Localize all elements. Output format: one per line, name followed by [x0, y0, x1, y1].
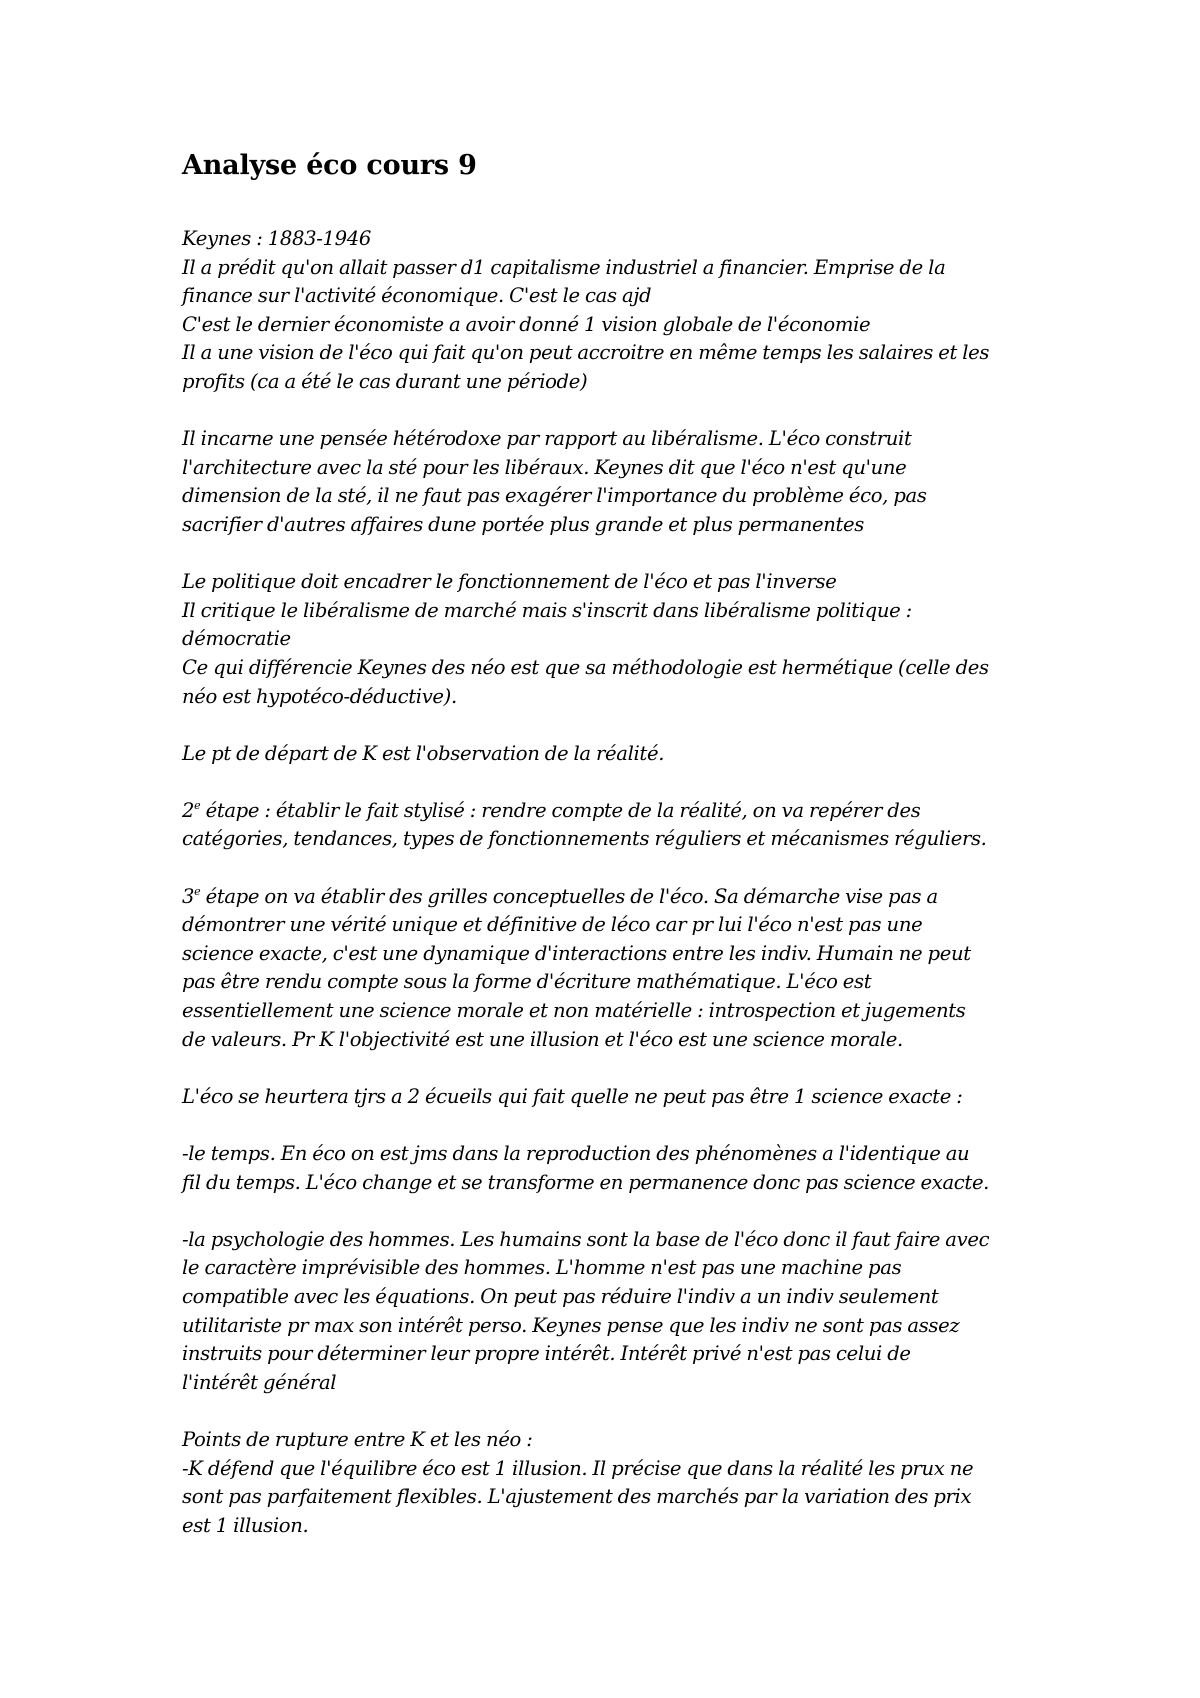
page-title: Analyse éco cours 9: [182, 150, 477, 181]
text-line: Ce qui différencie Keynes des néo est que sa méthodologie est hermétique (celle des: [182, 655, 989, 679]
text-line: Il incarne une pensée hétérodoxe par rapport au libéralisme. L'éco construit: [182, 427, 912, 451]
paragraph: [182, 740, 1042, 769]
text-line: Points de rupture entre K et les néo :: [182, 1427, 533, 1451]
text-line: Il a une vision de l'éco qui fait qu'on peut accroitre en même temps les salaires et les: [182, 341, 990, 365]
text-line: -le temps. En éco on est jms dans la reproduction des phénomènes a l'identique au: [182, 1142, 970, 1165]
text-line: -la psychologie des hommes. Les humains sont la base de l'éco donc il faut faire avec: [182, 1227, 990, 1251]
text-line: compatible avec les équations. On peut pas réduire l'indiv a un indiv seulement: [182, 1284, 939, 1308]
text-line: Le pt de départ de K est l'observation de la réalité.: [182, 741, 665, 765]
document-body: [182, 148, 1042, 1569]
paragraph: [182, 797, 1042, 854]
text-line: l'architecture avec la sté pour les libéraux. Keynes dit que l'éco n'est qu'une: [182, 455, 907, 479]
text-line: sont pas parfaitement flexibles. L'ajustement des marchés par la variation des prix: [182, 1485, 972, 1509]
text-line: Keynes : 1883-1946: [182, 227, 371, 250]
text-line: 2e étape : établir le fait stylisé : rendre compte de la réalité, on va repérer des: [182, 798, 921, 822]
text-line: L'éco se heurtera tjrs a 2 écueils qui fait quelle ne peut pas être 1 science exacte :: [182, 1084, 963, 1108]
text-line: catégories, tendances, types de fonctionnements réguliers et mécanismes réguliers.: [182, 827, 987, 851]
text-line: instruits pour déterminer leur propre intérêt. Intérêt privé n'est pas celui de: [182, 1342, 911, 1366]
text-line: -K défend que l'équilibre éco est 1 illusion. Il précise que dans la réalité les prux ne: [182, 1456, 974, 1480]
text-line: le caractère imprévisible des hommes. L'homme n'est pas une machine pas: [182, 1256, 902, 1280]
text-line: Le politique doit encadrer le fonctionnement de l'éco et pas l'inverse: [182, 570, 837, 594]
text-line: profits (ca a été le cas durant une période): [182, 369, 588, 393]
text-line: pas être rendu compte sous la forme d'écriture mathématique. L'éco est: [182, 970, 872, 994]
text-line: démocratie: [182, 627, 291, 651]
text-line: science exacte, c'est une dynamique d'interactions entre les indiv. Humain ne peut: [182, 941, 971, 965]
text-line: sacrifier d'autres affaires dune portée plus grande et plus permanentes: [182, 512, 864, 536]
text-line: C'est le dernier économiste a avoir donné 1 vision globale de l'économie: [182, 312, 871, 336]
paragraph: [182, 1083, 1042, 1112]
text-line: dimension de la sté, il ne faut pas exagérer l'importance du problème éco, pas: [182, 484, 927, 508]
text-line: utilitariste pr max son intérêt perso. Keynes pense que les indiv ne sont pas assez: [182, 1313, 960, 1337]
text-line: l'intérêt général: [182, 1370, 337, 1394]
text-line: de valeurs. Pr K l'objectivité est une illusion et l'éco est une science morale.: [182, 1027, 903, 1051]
paragraph: [182, 568, 1042, 711]
text-line: fil du temps. L'éco change et se transforme en permanence donc pas science exacte.: [182, 1170, 990, 1194]
text-line: essentiellement une science morale et non matérielle : introspection et jugements: [182, 999, 966, 1023]
paragraph-list: [182, 225, 1042, 1540]
paragraph: [182, 1426, 1042, 1540]
text-line: finance sur l'activité économique. C'est le cas ajd: [182, 284, 652, 308]
text-line: néo est hypotéco-déductive).: [182, 684, 457, 708]
text-line: est 1 illusion.: [182, 1513, 309, 1537]
paragraph: [182, 1140, 1042, 1197]
paragraph: [182, 225, 1042, 397]
paragraph: [182, 425, 1042, 539]
paragraph: [182, 1226, 1042, 1398]
text-line: Il critique le libéralisme de marché mais s'inscrit dans libéralisme politique :: [182, 598, 912, 622]
text-line: Il a prédit qu'on allait passer d1 capitalisme industriel a financier. Emprise de la: [182, 255, 946, 279]
paragraph: [182, 883, 1042, 1055]
text-line: démontrer une vérité unique et définitive de léco car pr lui l'éco n'est pas une: [182, 913, 923, 937]
text-line: 3e étape on va établir des grilles conceptuelles de l'éco. Sa démarche vise pas a: [182, 884, 938, 908]
